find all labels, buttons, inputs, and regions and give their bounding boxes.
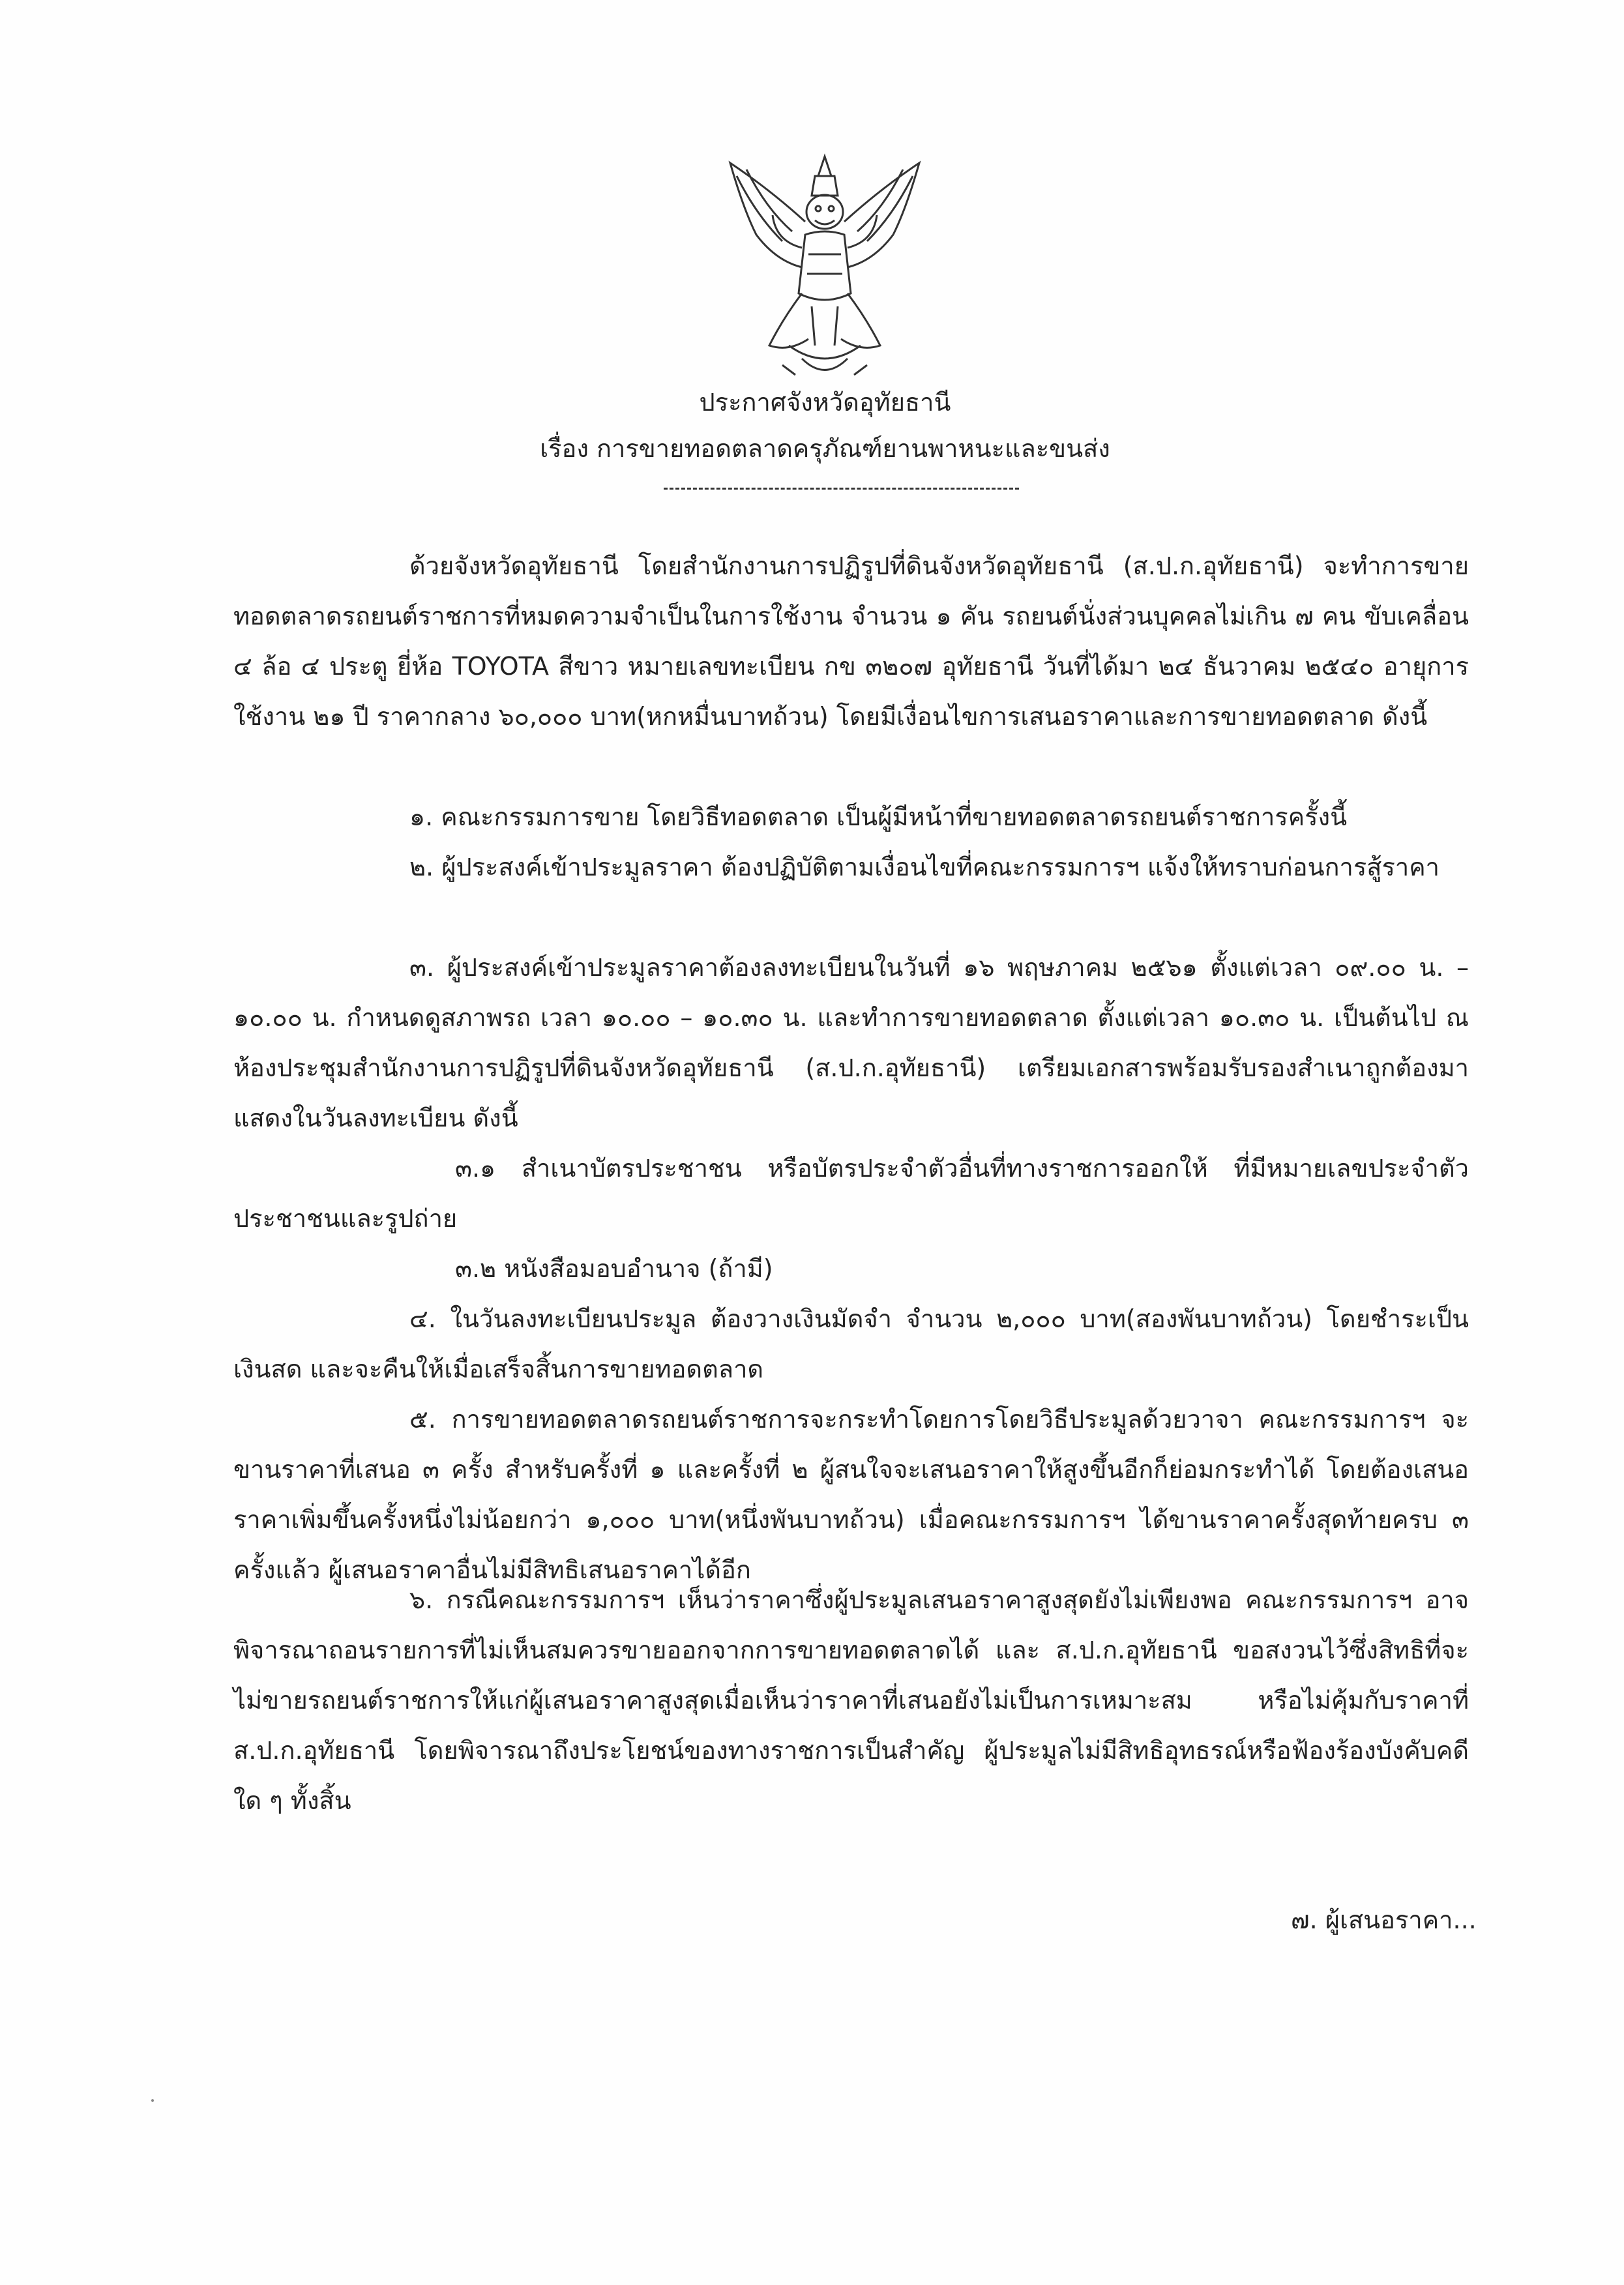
condition-item-3-1: ๓.๑ สำเนาบัตรประชาชน หรือบัตรประจำตัวอื่นที่ทางราชการออกให้ ที่มีหมายเลขประจำตัวประชาชนและรูปถ่าย — [233, 1154, 1469, 1233]
garuda-emblem-icon — [717, 150, 932, 385]
condition-item-1: ๑. คณะกรรมการขาย โดยวิธีทอดตลาด เป็นผู้มีหน้าที่ขายทอดตลาดรถยนต์ราชการครั้งนี้ — [409, 803, 1348, 831]
continuation-marker: ๗. ผู้เสนอราคา... — [1291, 1906, 1477, 1934]
subject-line: เรื่อง การขายทอดตลาดครุภัณฑ์ยานพาหนะและขนส่ง — [540, 434, 1110, 463]
condition-item-2: ๒. ผู้ประสงค์เข้าประมูลราคา ต้องปฏิบัติตามเงื่อนไขที่คณะกรรมการฯ แจ้งให้ทราบก่อนการสู้ราคา — [409, 853, 1440, 881]
condition-item-3-2: ๓.๒ หนังสือมอบอำนาจ (ถ้ามี) — [455, 1254, 773, 1283]
condition-item-3: ๓. ผู้ประสงค์เข้าประมูลราคาต้องลงทะเบียนในวันที่ ๑๖ พฤษภาคม ๒๕๖๑ ตั้งแต่เวลา ๐๙.๐๐ น. – ๑๐.๐๐ น. กำหนดดูสภาพรถ เวลา ๑๐.๐๐ – ๑๐.๓๐ น. และทำการขายทอดตลาด ตั้งแต่เวลา ๑๐.๓๐ น. เป็นต้นไป ณ ห้องประชุมสำนักงานการปฏิรูปที่ดินจังหวัดอุทัยธานี (ส.ป.ก.อุทัยธานี) เตรียมเอกสารพร้อมรับรองสำเนาถูกต้องมาแสดงในวันลงทะเบียน ดังนี้ — [233, 953, 1469, 1132]
condition-item-5: ๕. การขายทอดตลาดรถยนต์ราชการจะกระทำโดยการโดยวิธีประมูลด้วยวาจา คณะกรรมการฯ จะขานราคาที่เสนอ ๓ ครั้ง สำหรับครั้งที่ ๑ และครั้งที่ ๒ ผู้สนใจจะเสนอราคาให้สูงขึ้นอีกก็ย่อมกระทำได้ โดยต้องเสนอราคาเพิ่มขึ้นครั้งหนึ่งไม่น้อยกว่า ๑,๐๐๐ บาท(หนึ่งพันบาทถ้วน) เมื่อคณะกรรมการฯ ได้ขานราคาครั้งสุดท้ายครบ ๓ ครั้งแล้ว ผู้เสนอราคาอื่นไม่มีสิทธิเสนอราคาได้อีก — [233, 1405, 1469, 1584]
scan-speck — [151, 2099, 154, 2102]
title-divider — [664, 488, 1019, 490]
condition-item-4: ๔. ในวันลงทะเบียนประมูล ต้องวางเงินมัดจำ จำนวน ๒,๐๐๐ บาท(สองพันบาทถ้วน) โดยชำระเป็นเงินสด และจะคืนให้เมื่อเสร็จสิ้นการขายทอดตลาด — [233, 1305, 1469, 1383]
announcement-title: ประกาศจังหวัดอุทัยธานี — [699, 388, 951, 417]
intro-paragraph: ด้วยจังหวัดอุทัยธานี โดยสำนักงานการปฏิรูปที่ดินจังหวัดอุทัยธานี (ส.ป.ก.อุทัยธานี) จะทำการขายทอดตลาดรถยนต์ราชการที่หมดความจำเป็นในการใช้งาน จำนวน ๑ คัน รถยนต์นั่งส่วนบุคคลไม่เกิน ๗ คน ขับเคลื่อน ๔ ล้อ ๔ ประตู ยี่ห้อ TOYOTA สีขาว หมายเลขทะเบียน กข ๓๒๐๗ อุทัยธานี วันที่ได้มา ๒๔ ธันวาคม ๒๕๔๐ อายุการใช้งาน ๒๑ ปี ราคากลาง ๖๐,๐๐๐ บาท(หกหมื่นบาทถ้วน) โดยมีเงื่อนไขการเสนอราคาและการขายทอดตลาด ดังนี้ — [233, 552, 1469, 731]
condition-item-6: ๖. กรณีคณะกรรมการฯ เห็นว่าราคาซึ่งผู้ประมูลเสนอราคาสูงสุดยังไม่เพียงพอ คณะกรรมการฯ อาจพิจารณาถอนรายการที่ไม่เห็นสมควรขายออกจากการขายทอดตลาดได้ และ ส.ป.ก.อุทัยธานี ขอสงวนไว้ซึ่งสิทธิที่จะไม่ขายรถยนต์ราชการให้แก่ผู้เสนอราคาสูงสุดเมื่อเห็นว่าราคาที่เสนอยังไม่เป็นการเหมาะสม หรือไม่คุ้มกับราคาที่ ส.ป.ก.อุทัยธานี โดยพิจารณาถึงประโยชน์ของทางราชการเป็นสำคัญ ผู้ประมูลไม่มีสิทธิอุทธรณ์หรือฟ้องร้องบังคับคดีใด ๆ ทั้งสิ้น — [233, 1585, 1469, 1815]
